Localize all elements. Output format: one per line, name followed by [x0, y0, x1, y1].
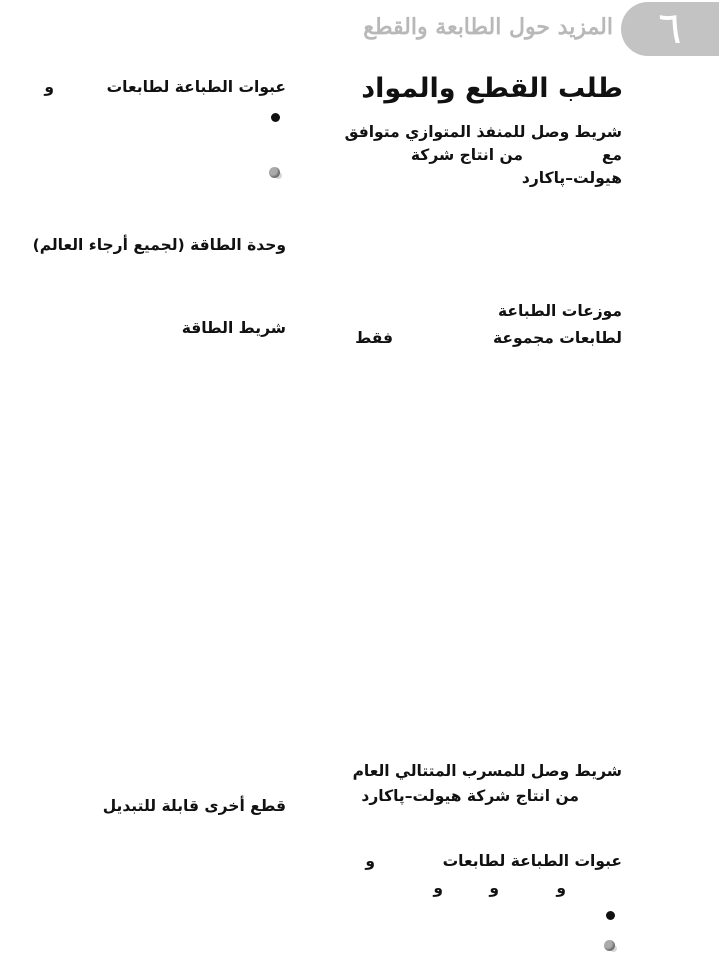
hubs-line1: موزعات الطباعة: [498, 302, 622, 320]
chapter-number: ٦: [658, 3, 682, 54]
usb-cable-line1: شريط وصل للمسرب المتتالي العام: [352, 762, 622, 780]
cartridges-bottom-and-2: و: [489, 879, 499, 897]
bullet-black: [606, 911, 615, 920]
power-cord: شريط الطاقة: [181, 319, 286, 337]
hubs-only: فقط: [355, 329, 393, 347]
replacement-parts: قطع أخرى قابلة للتبديل: [102, 797, 286, 815]
bullet-black: [271, 113, 280, 122]
section-heading: طلب القطع والمواد: [361, 73, 623, 104]
parallel-cable-line1: شريط وصل للمنفذ المتوازي متوافق: [344, 123, 622, 141]
cartridges-bottom-and: و: [365, 852, 375, 870]
parallel-cable-from: من انتاج شركة: [410, 146, 523, 164]
usb-cable-line2: من انتاج شركة هيولت–پاكارد: [361, 787, 579, 805]
cartridges-top-and: و: [44, 78, 54, 96]
bullet-grey: [604, 940, 615, 951]
bullet-grey: [269, 167, 280, 178]
parallel-cable-with: مع: [601, 146, 622, 164]
cartridges-bottom-and-1: و: [556, 879, 566, 897]
cartridges-bottom-and-3: و: [433, 879, 443, 897]
chapter-title: المزيد حول الطابعة والقطع: [363, 14, 613, 40]
hubs-line2: لطابعات مجموعة: [493, 329, 622, 347]
power-unit: وحدة الطاقة (لجميع أرجاء العالم): [32, 236, 286, 254]
cartridges-top-label: عبوات الطباعة لطابعات: [106, 78, 286, 96]
parallel-cable-line3: هيولت–پاكارد: [521, 169, 622, 187]
cartridges-bottom-line1: عبوات الطباعة لطابعات: [442, 852, 622, 870]
